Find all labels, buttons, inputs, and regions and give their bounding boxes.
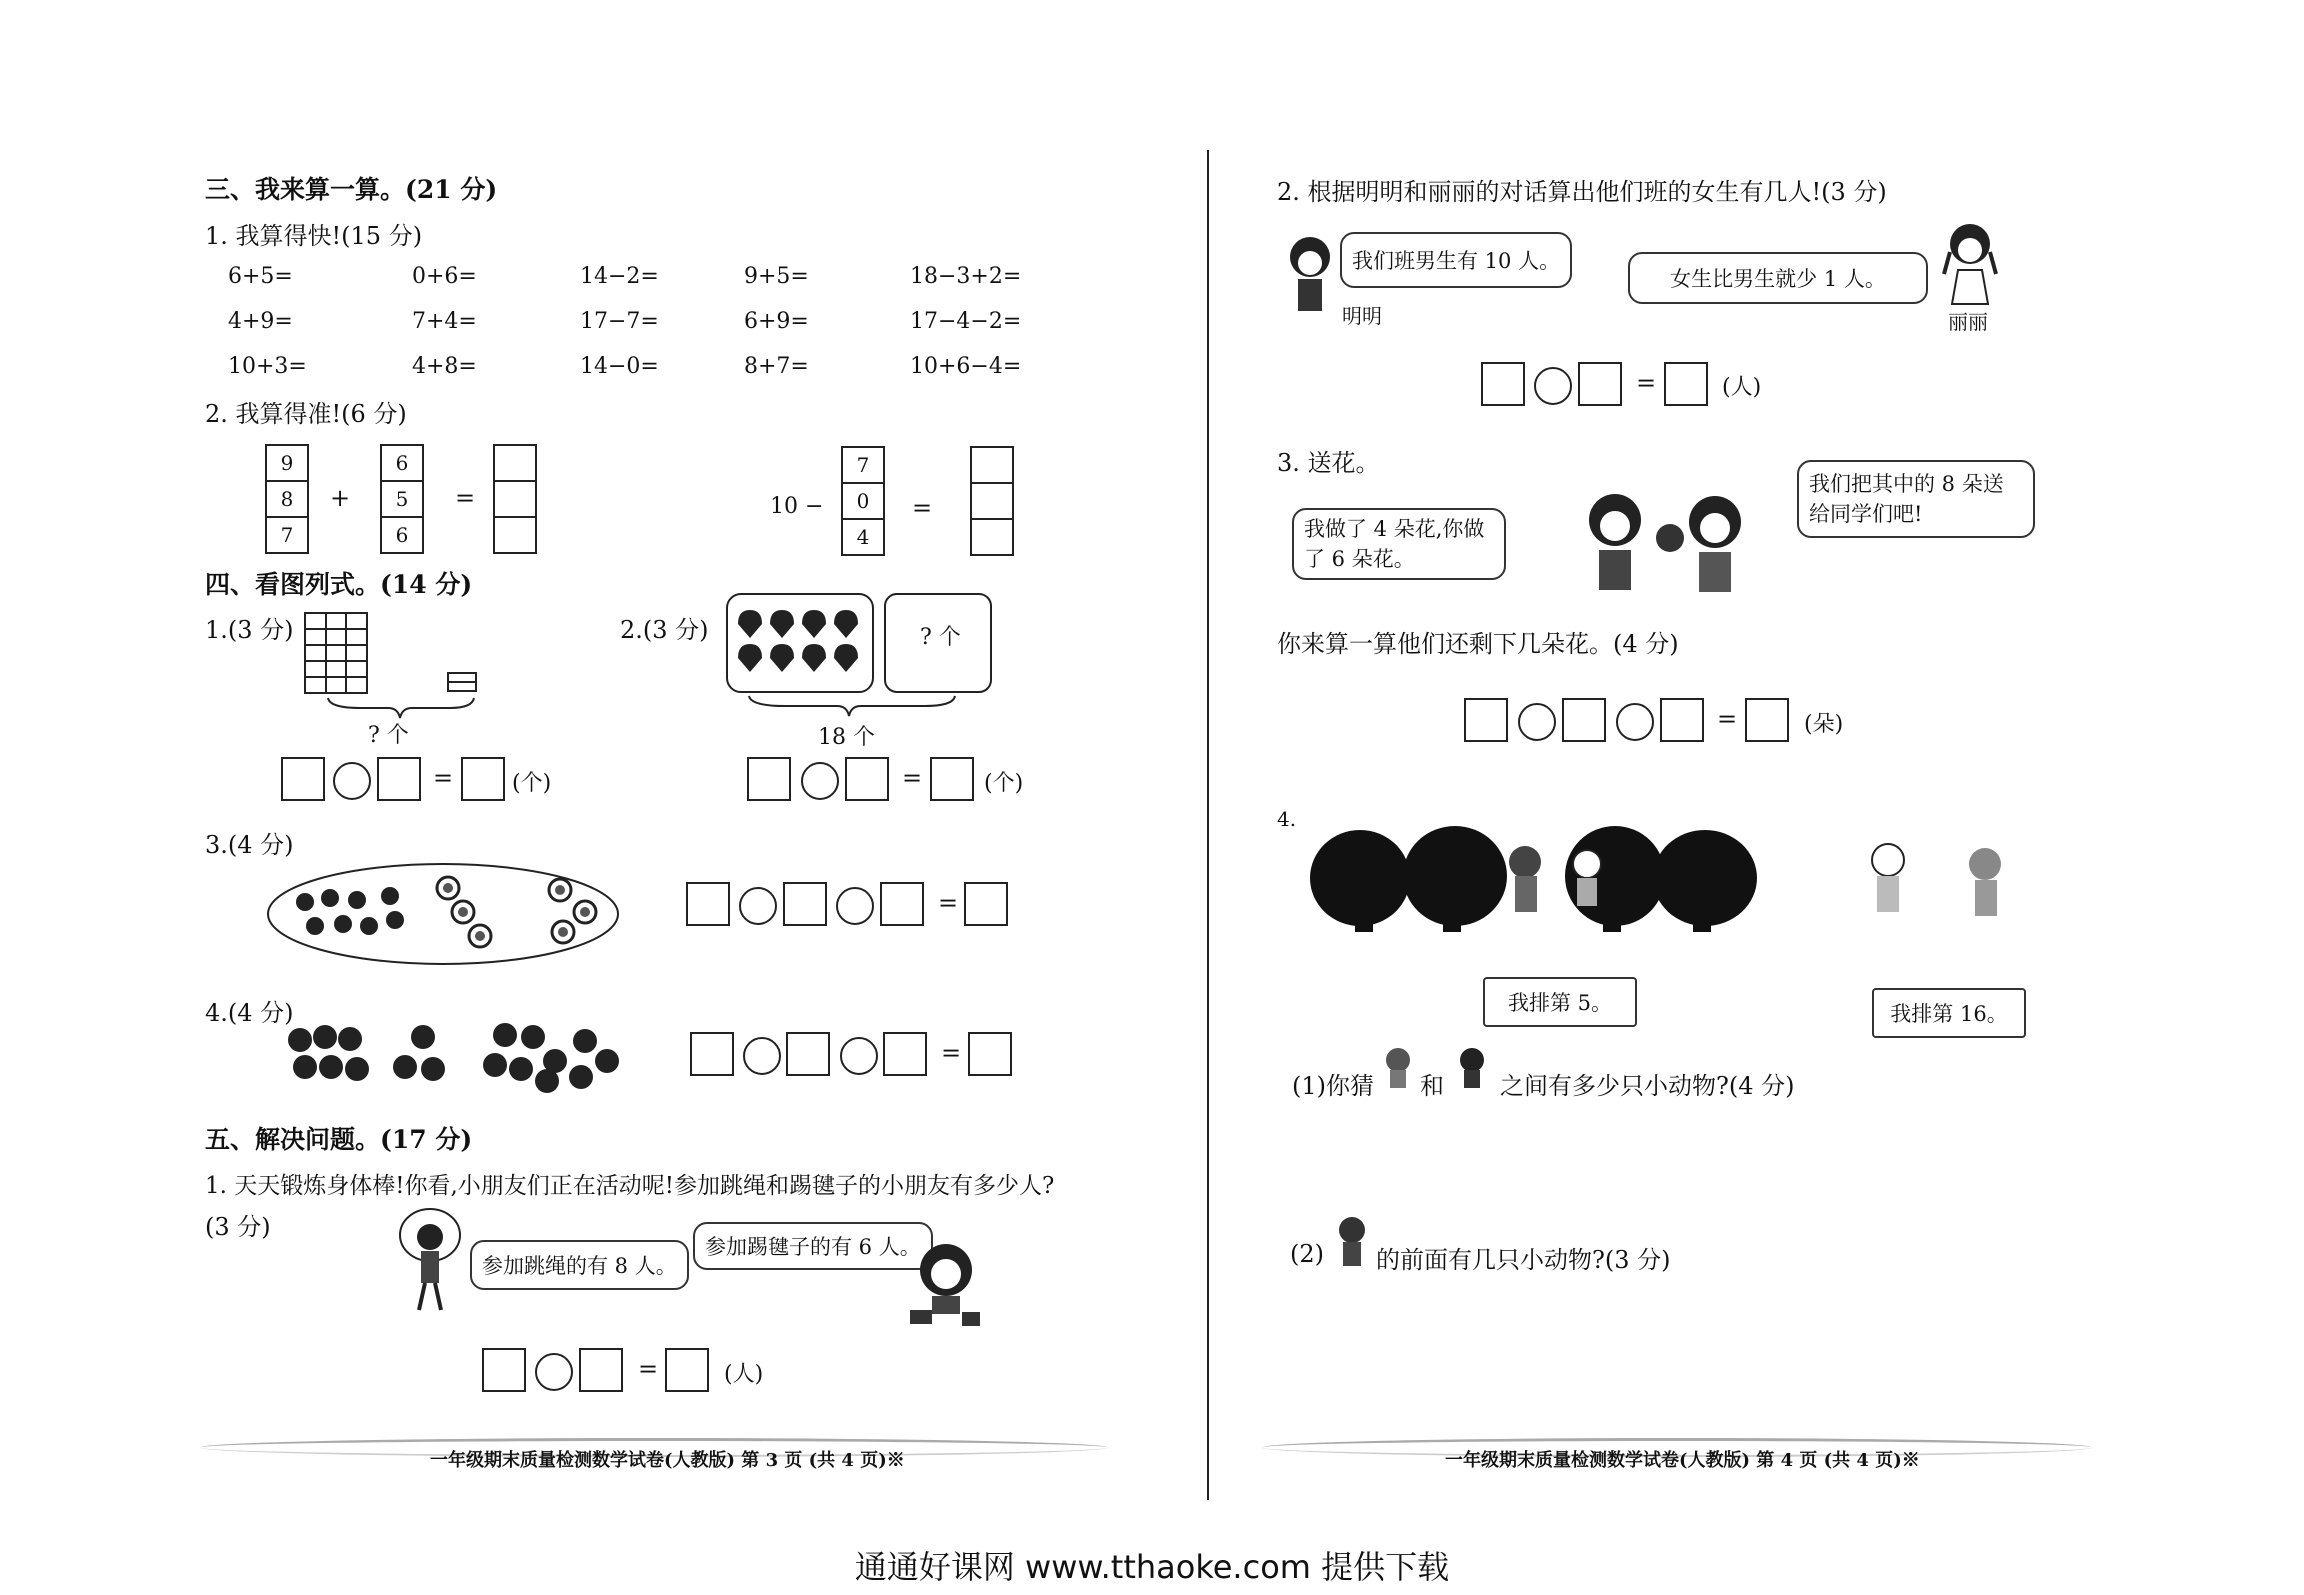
- operator-circle[interactable]: [801, 762, 839, 800]
- answer-box[interactable]: [845, 757, 889, 801]
- calc-item: 6+9=: [744, 309, 809, 334]
- footer-page-3: 一年级期末质量检测数学试卷(人教版) 第 3 页 (共 4 页)※: [430, 1450, 905, 1471]
- pic1-question: ? 个: [368, 723, 409, 748]
- answer-box[interactable]: [883, 1032, 927, 1076]
- name-lili: 丽丽: [1948, 310, 1988, 334]
- pic1-label: 1.(3 分): [205, 616, 294, 644]
- q4-2-pre: (2): [1290, 1240, 1324, 1268]
- operator-circle[interactable]: [535, 1353, 573, 1391]
- r-q3-title: 3. 送花。: [1277, 449, 1380, 477]
- r-q2-title: 2. 根据明明和丽丽的对话算出他们班的女生有几人!(3 分): [1277, 178, 1887, 206]
- fruit-oval-figure: [265, 860, 625, 970]
- answer-box[interactable]: [1464, 698, 1508, 742]
- equals-sign: =: [902, 764, 923, 792]
- s1-score: (3 分): [205, 1213, 271, 1241]
- q2-title: 2. 我算得准!(6 分): [205, 400, 407, 428]
- unit-duo: (朵): [1804, 712, 1844, 737]
- pic3-label: 3.(4 分): [205, 831, 294, 859]
- calc-item: 4+9=: [228, 309, 293, 334]
- ten-minus: 10 −: [770, 494, 824, 519]
- calc-item: 14−0=: [580, 354, 659, 379]
- answer-box[interactable]: [690, 1032, 734, 1076]
- answer-box[interactable]: [579, 1348, 623, 1392]
- calc-item: 18−3+2=: [910, 264, 1022, 289]
- digit: 4: [841, 520, 885, 556]
- answer-column-1[interactable]: [493, 444, 537, 554]
- pic4-label: 4.(4 分): [205, 999, 294, 1027]
- calc-item: 10+3=: [228, 354, 307, 379]
- sign-rank-16: 我排第 16。: [1872, 988, 2026, 1038]
- answer-box[interactable]: [930, 757, 974, 801]
- giraffe-icon: [1332, 1210, 1372, 1270]
- digit: 0: [841, 484, 885, 520]
- strawberry-figure: [725, 590, 1005, 730]
- answer-box[interactable]: [281, 757, 325, 801]
- operator-circle[interactable]: [1518, 703, 1556, 741]
- answer-box[interactable]: [964, 882, 1008, 926]
- animals-queue-figure: [1305, 820, 2065, 945]
- equals-sign: =: [433, 764, 454, 792]
- r-q4-label: 4.: [1277, 807, 1297, 831]
- jump-rope-girl-figure: [395, 1205, 465, 1320]
- digit: 9: [265, 444, 309, 482]
- s1-text: 1. 天天锻炼身体棒!你看,小朋友们正在活动呢!参加跳绳和踢毽子的小朋友有多少人?: [205, 1173, 1055, 1199]
- operator-circle[interactable]: [739, 887, 777, 925]
- digit: 6: [380, 444, 424, 482]
- answer-box[interactable]: [783, 882, 827, 926]
- lili-figure: [1940, 222, 2000, 312]
- r-q3-sub: 你来算一算他们还剩下几朵花。(4 分): [1277, 630, 1679, 658]
- calc-item: 10+6−4=: [910, 354, 1022, 379]
- q1-title: 1. 我算得快!(15 分): [205, 222, 423, 250]
- section-3-title: 三、我来算一算。(21 分): [205, 175, 498, 204]
- operator-circle[interactable]: [1534, 367, 1572, 405]
- operator-circle[interactable]: [1616, 703, 1654, 741]
- calc-item: 14−2=: [580, 264, 659, 289]
- q4-1-mid: 和: [1420, 1072, 1444, 1100]
- calc-item: 17−7=: [580, 309, 659, 334]
- unit-ge: (个): [512, 771, 552, 796]
- vertical-number-1: [265, 444, 309, 554]
- unit-ren: (人): [724, 1362, 764, 1387]
- digit: 5: [380, 482, 424, 518]
- answer-box[interactable]: [665, 1348, 709, 1392]
- speech-bubble-shuttlecock: 参加踢毽子的有 6 人。: [693, 1222, 933, 1270]
- page-divider: [1207, 150, 1209, 1500]
- unit-ge: (个): [984, 771, 1024, 796]
- kicking-boy-figure: [900, 1240, 985, 1330]
- mingming-figure: [1285, 235, 1335, 325]
- digit: 6: [380, 518, 424, 554]
- sign-rank-5: 我排第 5。: [1483, 977, 1637, 1027]
- section-4-title: 四、看图列式。(14 分): [205, 570, 473, 599]
- digit: 7: [265, 518, 309, 554]
- flower-children-figure: [1575, 488, 1775, 598]
- calc-item: 6+5=: [228, 264, 293, 289]
- answer-box[interactable]: [880, 882, 924, 926]
- unit-ren: (人): [1722, 375, 1762, 400]
- equals-sign: =: [638, 1355, 659, 1383]
- answer-column-2[interactable]: [970, 446, 1014, 556]
- apples-figure: [285, 1015, 635, 1095]
- answer-box[interactable]: [1562, 698, 1606, 742]
- speech-bubble-mingming: 我们班男生有 10 人。: [1340, 232, 1572, 288]
- name-mingming: 明明: [1342, 304, 1382, 328]
- answer-box[interactable]: [461, 757, 505, 801]
- answer-box[interactable]: [1660, 698, 1704, 742]
- answer-box[interactable]: [1481, 362, 1525, 406]
- calc-item: 0+6=: [412, 264, 477, 289]
- footer-page-4: 一年级期末质量检测数学试卷(人教版) 第 4 页 (共 4 页)※: [1445, 1450, 1920, 1471]
- operator-circle[interactable]: [333, 762, 371, 800]
- calc-item: 7+4=: [412, 309, 477, 334]
- plus-sign: +: [330, 484, 351, 512]
- operator-circle[interactable]: [743, 1037, 781, 1075]
- bear-icon: [1452, 1042, 1492, 1092]
- calc-item: 17−4−2=: [910, 309, 1022, 334]
- answer-box[interactable]: [482, 1348, 526, 1392]
- operator-circle[interactable]: [836, 887, 874, 925]
- speech-bubble-flower-boy: 我们把其中的 8 朵送给同学们吧!: [1797, 460, 2035, 538]
- section-5-title: 五、解决问题。(17 分): [205, 1125, 473, 1154]
- calc-item: 8+7=: [744, 354, 809, 379]
- answer-box[interactable]: [1745, 698, 1789, 742]
- equals-sign: =: [1717, 705, 1738, 733]
- equals-sign: =: [941, 1039, 962, 1067]
- pic2-question: ? 个: [920, 625, 961, 650]
- equals-sign: =: [912, 494, 933, 522]
- vertical-number-2: [380, 444, 424, 554]
- digit: 7: [841, 446, 885, 484]
- calc-item: 9+5=: [744, 264, 809, 289]
- speech-bubble-jump-rope: 参加跳绳的有 8 人。: [470, 1240, 689, 1290]
- answer-box[interactable]: [1578, 362, 1622, 406]
- digit: 8: [265, 482, 309, 518]
- answer-box[interactable]: [686, 882, 730, 926]
- q4-1-pre: (1)你猜: [1292, 1072, 1374, 1100]
- speech-bubble-lili: 女生比男生就少 1 人。: [1628, 252, 1928, 304]
- answer-box[interactable]: [968, 1032, 1012, 1076]
- equals-sign: =: [455, 484, 476, 512]
- speech-bubble-flower-girl: 我做了 4 朵花,你做了 6 朵花。: [1292, 508, 1506, 580]
- q4-1-post: 之间有多少只小动物?(4 分): [1500, 1072, 1795, 1100]
- answer-box[interactable]: [1664, 362, 1708, 406]
- answer-box[interactable]: [747, 757, 791, 801]
- calc-item: 4+8=: [412, 354, 477, 379]
- download-credit: 通通好课网 www.tthaoke.com 提供下载: [854, 1548, 1450, 1586]
- equals-sign: =: [1636, 369, 1657, 397]
- fox-icon: [1378, 1042, 1418, 1092]
- answer-box[interactable]: [786, 1032, 830, 1076]
- pic2-total: 18 个: [818, 725, 875, 750]
- vertical-number-3: [841, 446, 885, 556]
- answer-box[interactable]: [377, 757, 421, 801]
- q4-2-post: 的前面有几只小动物?(3 分): [1376, 1246, 1671, 1274]
- pic2-label: 2.(3 分): [620, 616, 709, 644]
- operator-circle[interactable]: [840, 1037, 878, 1075]
- equals-sign: =: [938, 889, 959, 917]
